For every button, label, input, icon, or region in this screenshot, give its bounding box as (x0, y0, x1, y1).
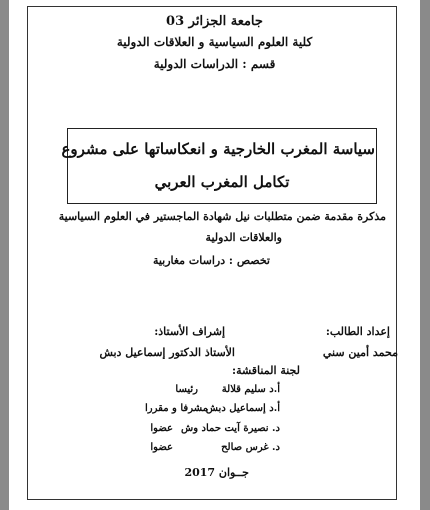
student-label: إعداد الطالب: (325, 325, 390, 338)
memo-description-line-2: والعلاقات الدولية (205, 231, 282, 244)
student-name: محمد أمين سني (322, 346, 398, 359)
committee-member-name: أ.د إسماعيل دبش (205, 403, 280, 414)
specialty: تخصص : دراسات مغاربية (152, 254, 270, 267)
committee-member-role: رئيسا (175, 384, 198, 395)
committee-label: لجنة المناقشة: (232, 364, 300, 377)
document-page (9, 0, 420, 510)
thesis-title-line-1: سياسة المغرب الخارجية و انعكاساتها على مشروع (61, 140, 375, 158)
supervisor-name: الأستاذ الدكتور إسماعيل دبش (99, 346, 235, 359)
submission-date: جــوان 2017 (184, 466, 249, 479)
committee-member-name: أ.د سليم قلالة (221, 384, 280, 395)
faculty-name: كلية العلوم السياسية و العلاقات الدولية (116, 35, 313, 49)
committee-member-name: د. غرس صالح (221, 442, 280, 453)
supervisor-label: إشراف الأستاذ: (154, 325, 225, 338)
committee-member-role: مشرفا و مقررا (145, 403, 208, 414)
committee-member-name: د. نصيرة آيت حماد وش (181, 423, 280, 434)
committee-member-role: عضوا (150, 423, 173, 434)
committee-member-role: عضوا (150, 442, 173, 453)
department-name: قسم : الدراسات الدولية (153, 57, 276, 71)
thesis-title-line-2: تكامل المغرب العربي (154, 173, 290, 191)
memo-description-line-1: مذكرة مقدمة ضمن متطلبات نيل شهادة الماجستير في العلوم السياسية (58, 210, 386, 223)
university-name: جامعة الجزائر 03 (166, 14, 263, 29)
